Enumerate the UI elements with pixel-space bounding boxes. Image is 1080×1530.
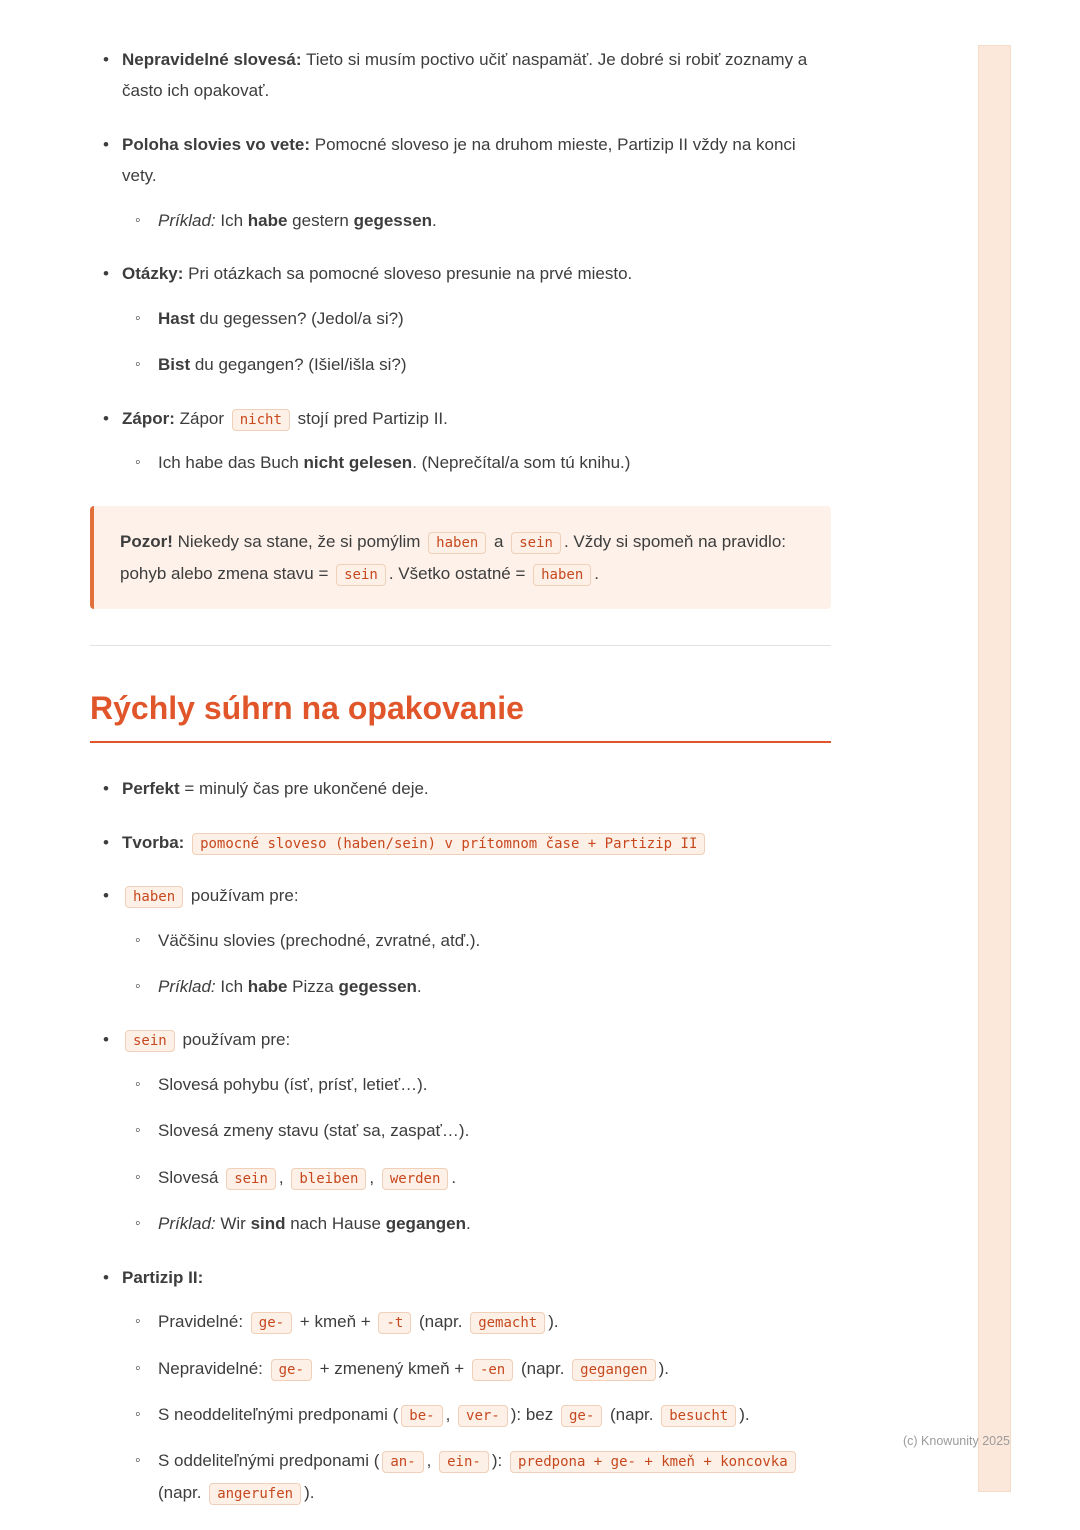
inline-code: pomocné sloveso (haben/sein) v prítomnom čase + Partizip II [192,833,705,855]
inline-code: ge- [251,1312,292,1334]
sub-list-item [122,205,831,236]
text-run: Ich [215,210,248,230]
list-item [90,1024,831,1239]
section-divider [90,645,831,646]
text-run: Nepravidelné: [158,1358,268,1378]
inline-code: -en [472,1359,513,1381]
bold-text: Perfekt [122,779,180,799]
inline-code: werden [382,1168,449,1190]
inline-code: haben [533,564,591,586]
inline-code: haben [428,532,486,554]
inline-code: ge- [561,1405,602,1427]
list-item-text [122,258,831,289]
list-item-text [122,44,831,107]
section-heading: Rýchly súhrn na opakovanie [90,690,831,743]
sub-list-item [122,925,831,956]
inline-code: sein [125,1030,175,1052]
sub-list [122,1306,831,1508]
bold-text: Nepravidelné slovesá: [122,50,302,69]
text-run: nach Hause [285,1214,386,1234]
inline-code: bleiben [291,1168,366,1190]
sub-item-text [158,1445,831,1508]
inline-code: -t [378,1312,411,1334]
bold-text: Poloha slovies vo vete: [122,134,311,154]
text-run: (napr. [605,1404,659,1424]
text-run: (napr. [516,1358,570,1378]
text-run: Slovesá [158,1167,224,1187]
text-run: . Všetko ostatné = [388,563,531,583]
page-margin-strip [978,45,1011,1492]
italic-text: Príklad: [158,977,216,996]
sub-item-text [158,1399,831,1430]
text-run: , [278,1167,289,1187]
inline-code: haben [125,886,183,908]
sub-item-text [158,1208,831,1239]
bold-text: Otázky: [122,264,184,284]
callout-text [120,526,805,589]
list-item-text [122,827,831,858]
sub-list-item [122,1115,831,1146]
text-run: + kmeň + [295,1312,376,1332]
inline-code: sein [511,532,561,554]
summary-list [90,773,831,1508]
text-run: ). [304,1482,315,1502]
inline-code: angerufen [209,1483,301,1505]
text-run: . [432,210,437,230]
sub-item-text [158,447,831,478]
sub-item-text [158,303,831,334]
inline-code: besucht [661,1405,736,1427]
list-item [90,403,831,479]
perfekt-rules-list [90,44,831,478]
bold-text: nicht gelesen [303,452,413,472]
sub-list-item [122,1306,831,1337]
list-item-text [122,129,831,192]
sub-list-item [122,447,831,478]
list-item [90,258,831,380]
text-run [184,833,189,852]
text-run: ). [739,1404,750,1424]
text-run: Pomocné sloveso je na druhom mieste, Partizip II vždy na konci vety. [122,134,796,186]
sub-list-item [122,349,831,380]
text-run: stojí pred Partizip II. [292,408,448,428]
text-run: du gegangen? (Išiel/išla si?) [190,355,407,375]
sub-list-item [122,1208,831,1239]
text-run: S neoddeliteľnými predponami ( [158,1404,399,1424]
sub-list-item [122,1445,831,1508]
bold-text: Pozor! [120,532,173,552]
inline-code: sein [336,564,386,586]
text-run: gestern [287,210,354,230]
text-run: používam pre: [186,886,299,906]
inline-code: gemacht [470,1312,545,1334]
text-run: . Vždy si spomeň na pravidlo: pohyb alebo zmena stavu = [120,532,786,583]
sub-list [122,1069,831,1240]
italic-text: Príklad: [158,1214,216,1234]
bold-text: gegangen [385,1214,467,1234]
text-run: . [451,1167,457,1187]
text-run: Slovesá zmeny stavu (stať sa, zaspať…). [158,1121,470,1141]
list-item-text [122,773,831,804]
sub-item-text [158,925,831,956]
text-run: S oddeliteľnými predponami ( [158,1451,380,1471]
text-run: . [416,977,422,996]
list-item-text [122,880,831,911]
list-item [90,827,831,858]
text-run: Ich [215,977,248,996]
list-item-text [122,1262,831,1293]
bold-text: Bist [158,355,191,375]
inline-code: predpona + ge- + kmeň + koncovka [510,1451,796,1473]
inline-code: ein- [439,1451,489,1473]
sub-item-text [158,349,831,380]
inline-code: ver- [458,1405,508,1427]
inline-code: ge- [271,1359,312,1381]
sub-item-text [158,1115,831,1146]
text-run: Pri otázkach sa pomocné sloveso presunie na prvé miesto. [183,264,633,284]
sub-item-text [158,1162,831,1193]
bold-text: Tvorba: [122,832,185,852]
text-run: = minulý čas pre ukončené deje. [179,779,429,799]
text-run: du gegessen? (Jedol/a si?) [194,308,404,328]
text-run: , [445,1404,456,1424]
text-run: používam pre: [177,1030,291,1050]
list-item [90,880,831,1002]
text-run: Väčšinu slovies (prechodné, zvratné, atď.). [158,930,481,950]
text-run: Slovesá pohybu (ísť, prísť, letieť…). [158,1074,428,1094]
bold-text: sind [250,1214,286,1234]
text-run: + zmenený kmeň + [314,1358,469,1378]
notes-content [90,44,831,1530]
text-run: Pizza [287,977,339,996]
text-run: , [369,1167,379,1187]
bold-text: habe [247,210,288,230]
text-run: Ich habe das Buch [158,452,304,472]
inline-code: an- [382,1451,423,1473]
sub-list-item [122,971,831,1002]
sub-item-text [158,205,831,236]
text-run: ): [491,1451,507,1471]
sub-list-item [122,1162,831,1193]
bold-text: habe [247,977,288,996]
sub-item-text [158,1069,831,1100]
list-item [90,1262,831,1509]
text-run: Zápor [174,408,229,428]
inline-code: gegangen [572,1359,655,1381]
text-run: (napr. [158,1482,207,1502]
bold-text: Zápor: [122,408,175,428]
bold-text: Partizip II: [122,1267,204,1287]
copyright-note: (c) Knowunity 2025 [903,1434,1011,1448]
text-run: . [466,1214,471,1234]
text-run: Tieto si musím poctivo učiť naspamäť. Je dobré si robiť zoznamy a často ich opakovať. [122,50,808,101]
bold-text: gegessen [353,210,433,230]
bold-text: Hast [158,308,195,328]
bold-text: gegessen [338,977,417,996]
sub-item-text [158,971,831,1002]
sub-list [122,205,831,236]
list-item-text [122,403,831,434]
list-item-text [122,1024,831,1055]
sub-list-item [122,1353,831,1384]
italic-text: Príklad: [158,210,216,230]
text-run: ). [658,1358,669,1378]
text-run: (napr. [414,1312,468,1332]
text-run: . (Neprečítal/a som tú knihu.) [412,452,631,472]
list-item [90,773,831,804]
warning-callout [90,506,831,609]
text-run: Niekedy sa stane, že si pomýlim [172,532,426,552]
text-run: , [426,1451,437,1471]
sub-list [122,447,831,478]
text-run: ). [548,1312,559,1332]
sub-list [122,303,831,381]
sub-item-text [158,1353,831,1384]
sub-list-item [122,303,831,334]
sub-list-item [122,1399,831,1430]
text-run: a [489,532,509,552]
inline-code: be- [401,1405,442,1427]
sub-item-text [158,1306,831,1337]
text-run: Pravidelné: [158,1312,248,1332]
sub-list-item [122,1069,831,1100]
inline-code: nicht [232,409,290,431]
list-item [90,44,831,107]
text-run: Wir [215,1214,251,1234]
inline-code: sein [226,1168,276,1190]
text-run: ): bez [510,1404,558,1424]
sub-list [122,925,831,1003]
list-item [90,129,831,236]
text-run: . [594,563,600,583]
